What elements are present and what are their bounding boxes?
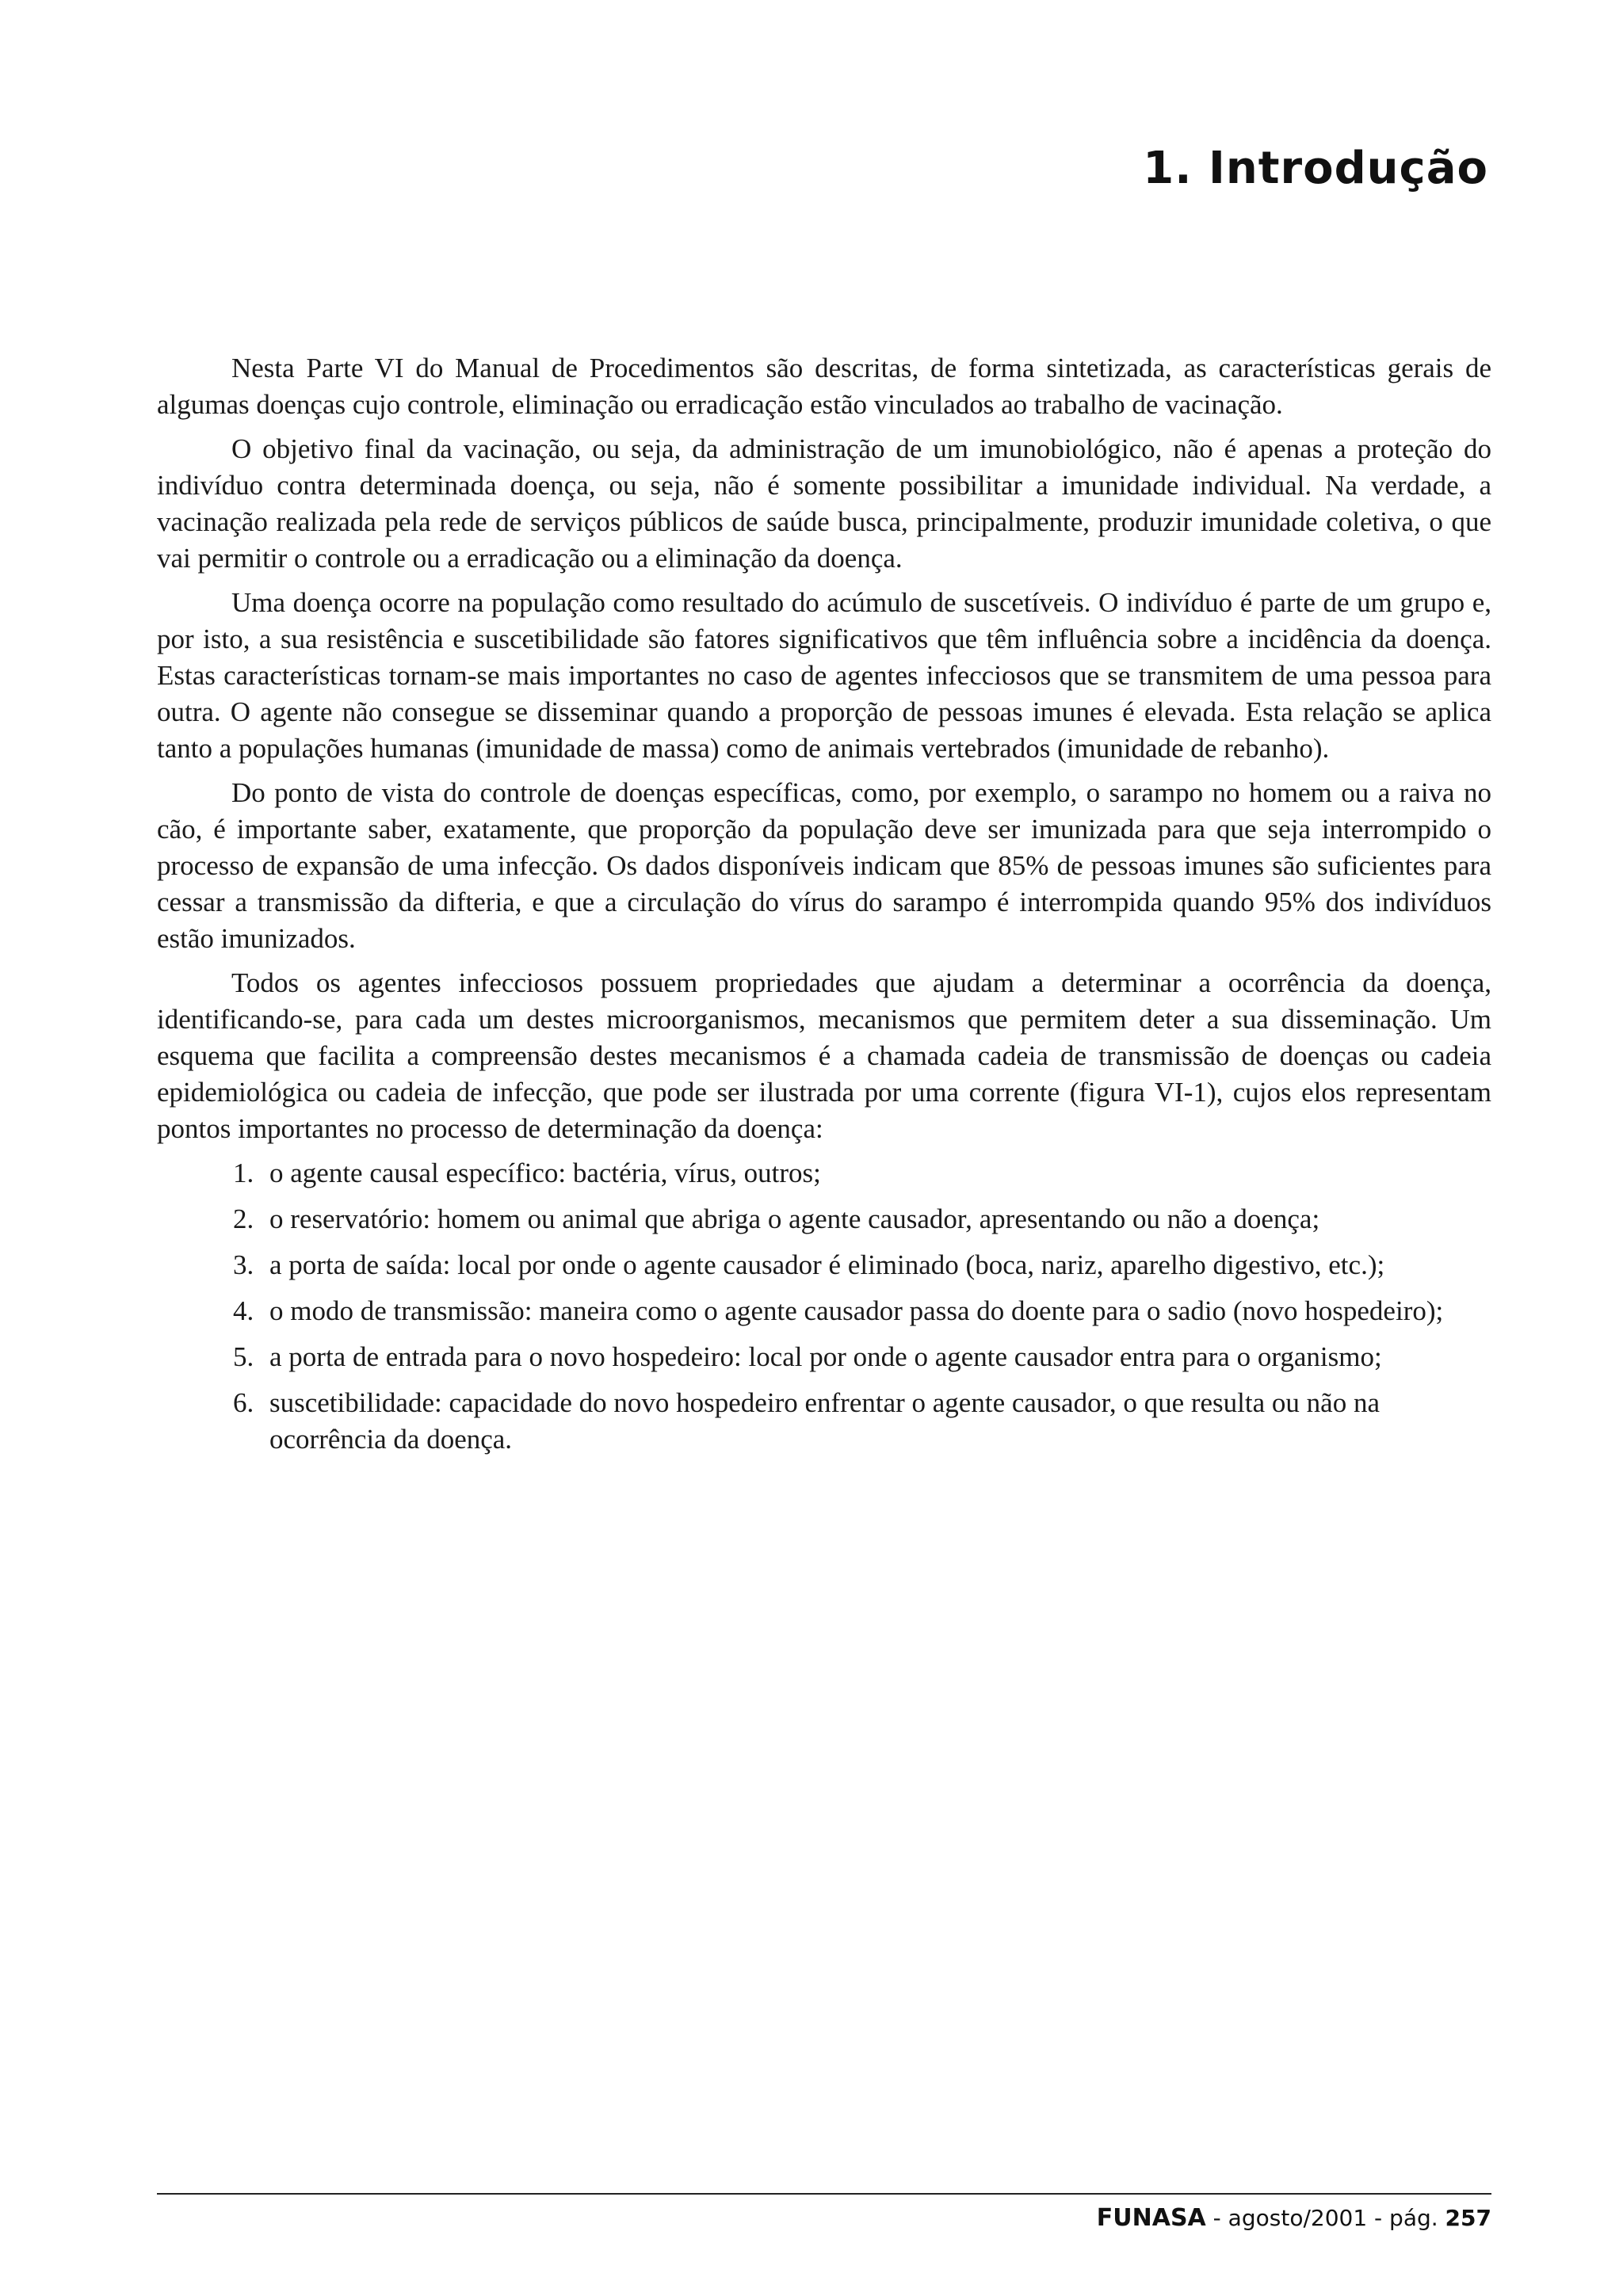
list-item-number: 3. (233, 1249, 254, 1280)
list-item-text: a porta de saída: local por onde o agente causador é eliminado (boca, nariz, aparelho digestivo, etc.); (269, 1249, 1385, 1280)
footer-date-text: - agosto/2001 - pág. (1205, 2205, 1445, 2231)
list-item-number: 1. (233, 1158, 254, 1188)
paragraph-2: O objetivo final da vacinação, ou seja, da administração de um imunobiológico, não é apenas a proteção do indivíduo contra determinada doença, ou seja, não é somente possibilitar a imunidade individual. Na verdade, a vacinação realizada pela rede de serviços públicos de saúde busca, principalmente, produzir imunidade coletiva, o que vai permitir o controle ou a erradicação ou a eliminação da doença. (157, 433, 1491, 574)
page-footer (1097, 2204, 1491, 2232)
list-item-text: suscetibilidade: capacidade do novo hospedeiro enfrentar o agente causador, o que resulta ou não na ocorrência da doença. (269, 1387, 1380, 1455)
list-item (233, 1201, 1491, 1238)
paragraph-1: Nesta Parte VI do Manual de Procedimentos são descritas, de forma sintetizada, as características gerais de algumas doenças cujo controle, eliminação ou erradicação estão vinculados ao trabalho de vacinação. (157, 353, 1491, 420)
list-item-number: 4. (233, 1295, 254, 1326)
paragraph-3: Uma doença ocorre na população como resultado do acúmulo de suscetíveis. O indivíduo é parte de um grupo e, por isto, a sua resistência e suscetibilidade são fatores significativos que têm influência sobre a incidência da doença. Estas características tornam-se mais importantes no caso de agentes infecciosos que se transmitem de uma pessoa para outra. O agente não consegue se disseminar quando a proporção de pessoas imunes é elevada. Esta relação se aplica tanto a populações humanas (imunidade de massa) como de animais vertebrados (imunidade de rebanho). (157, 587, 1491, 764)
list-item (233, 1247, 1491, 1283)
list-item-text: o agente causal específico: bactéria, vírus, outros; (269, 1158, 821, 1188)
paragraph-5: Todos os agentes infecciosos possuem propriedades que ajudam a determinar a ocorrência da doença, identificando-se, para cada um destes microorganismos, mecanismos que permitem deter a sua disseminação. Um esquema que facilita a compreensão destes mecanismos é a chamada cadeia de transmissão de doenças ou cadeia epidemiológica ou cadeia de infecção, que pode ser ilustrada por uma corrente (figura VI-1), cujos elos representam pontos importantes no processo de determinação da doença: (157, 967, 1491, 1144)
list-item-text: o reservatório: homem ou animal que abriga o agente causador, apresentando ou não a doença; (269, 1203, 1320, 1234)
list-item-number: 5. (233, 1341, 254, 1372)
list-item (233, 1385, 1491, 1458)
footer-organization: FUNASA (1096, 2204, 1206, 2232)
list-item-number: 6. (233, 1387, 254, 1418)
list-item (233, 1155, 1491, 1192)
transmission-chain-list (157, 1155, 1491, 1458)
footer-page-number: 257 (1445, 2205, 1491, 2231)
list-item (233, 1293, 1491, 1329)
body-text (157, 350, 1491, 1467)
list-item-text: o modo de transmissão: maneira como o agente causador passa do doente para o sadio (novo hospedeiro); (269, 1295, 1444, 1326)
list-item-text: a porta de entrada para o novo hospedeiro: local por onde o agente causador entra para o organismo; (269, 1341, 1382, 1372)
list-item (233, 1339, 1491, 1375)
paragraph-4: Do ponto de vista do controle de doenças específicas, como, por exemplo, o sarampo no homem ou a raiva no cão, é importante saber, exatamente, que proporção da população deve ser imunizada para que seja interrompido o processo de expansão de uma infecção. Os dados disponíveis indicam que 85% de pessoas imunes são suficientes para cessar a transmissão da difteria, e que a circulação do vírus do sarampo é interrompida quando 95% dos indivíduos estão imunizados. (157, 777, 1491, 954)
footer-divider (157, 2193, 1491, 2195)
list-item-number: 2. (233, 1203, 254, 1234)
chapter-title: 1. Introdução (1143, 143, 1488, 194)
